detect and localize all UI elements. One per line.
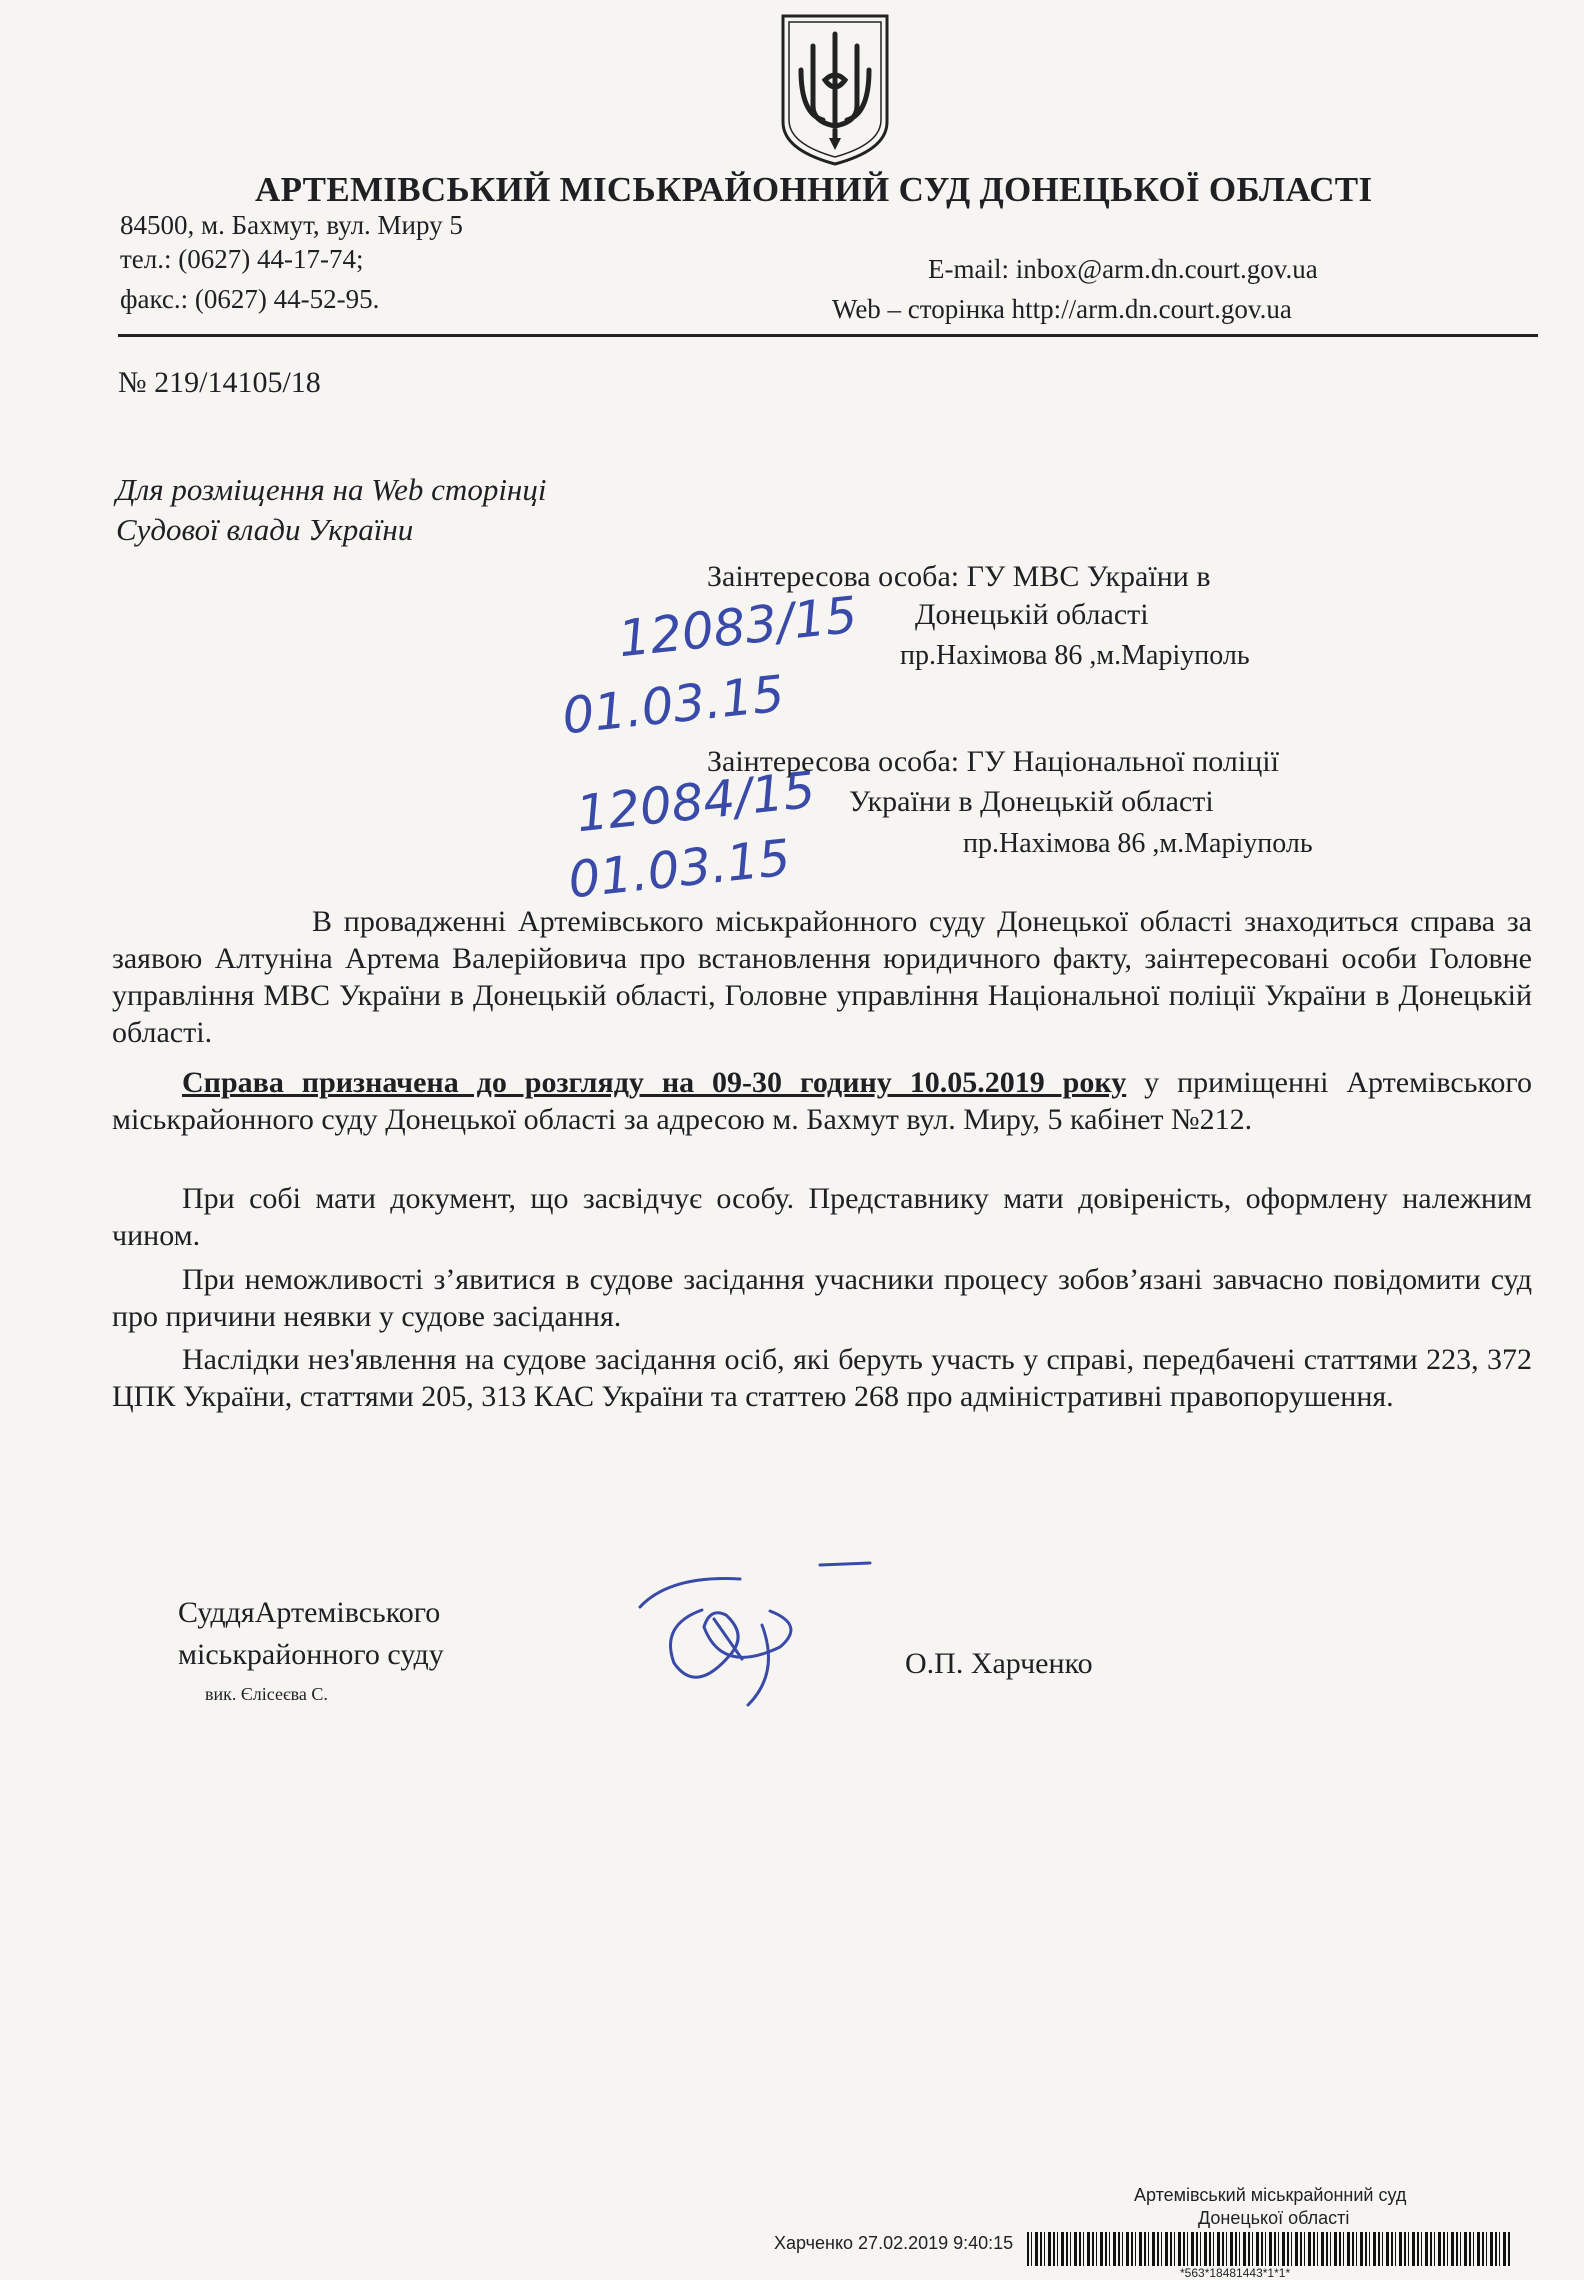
court-email: E-mail: inbox@arm.dn.court.gov.ua [928, 254, 1318, 284]
paragraph-case-description: В провадженні Артемівського міськрайонного суду Донецької області знаходиться справа за заявою Алтуніна Артема Валерійовича про встановлення юридичного факту, заінтересовані особи Головне управління МВС України в Донецькій області, Головне управління Національної поліції України в Донецькій області. [112, 905, 1532, 1049]
party-2-address: пр.Нахімова 86 ,м.Маріуполь [963, 828, 1313, 859]
court-website: Web – сторінка http://arm.dn.court.gov.ua [832, 294, 1292, 324]
party-1-address: пр.Нахімова 86 ,м.Маріуполь [900, 640, 1250, 671]
handwritten-incoming-number-1: 12083/15 [615, 585, 860, 669]
party-1-title: Заінтересова особа: ГУ МВС України в [707, 560, 1211, 593]
judge-title-line2: міськрайонного суду [178, 1638, 444, 1671]
executor-note: вик. Єлісеєва С. [205, 1684, 328, 1704]
stamp-organization-line2: Донецької області [1198, 2208, 1350, 2228]
barcode-number: *563*18481443*1*1* [1180, 2266, 1291, 2280]
party-1-region: Донецькій області [915, 598, 1149, 631]
party-2-region: України в Донецькій області [849, 785, 1214, 818]
judge-name: О.П. Харченко [905, 1647, 1093, 1680]
header-divider [118, 334, 1538, 337]
case-reference-number: № 219/14105/18 [118, 366, 321, 399]
coat-of-arms-icon [775, 10, 895, 168]
party-2-title: Заінтересова особа: ГУ Національної поліції [707, 745, 1279, 778]
handwritten-incoming-number-2: 12084/15 [573, 760, 818, 844]
court-address: 84500, м. Бахмут, вул. Миру 5 [120, 210, 463, 240]
court-name: АРТЕМІВСЬКИЙ МІСЬКРАЙОННИЙ СУД ДОНЕЦЬКОЇ ОБЛАСТІ [255, 170, 1373, 209]
handwritten-date-1: 01.03.15 [559, 664, 788, 746]
paragraph-consequences: Наслідки нез'явлення на судове засідання осіб, які беруть участь у справі, передбачені статтями 223, 372 ЦПК України, статтями 205, 313 КАС України та статтею 268 про адміністративні правопорушення. [112, 1343, 1532, 1413]
hearing-date-emphasis: Справа призначена до розгляду на 09-30 годину 10.05.2019 року [182, 1066, 1127, 1099]
court-phone: тел.: (0627) 44-17-74; [120, 244, 364, 274]
court-fax: факс.: (0627) 44-52-95. [120, 284, 380, 314]
judge-title-line1: СуддяАртемівського [178, 1596, 441, 1629]
placement-note-line1: Для розміщення на Web сторінці [116, 472, 547, 507]
handwritten-signature [630, 1555, 880, 1720]
paragraph-hearing-date [112, 1064, 1532, 1138]
stamp-organization-line1: Артемівський міськрайонний суд [1134, 2185, 1407, 2205]
hearing-location: у приміщенні Артемівського міськрайонного суду Донецької області за адресою м. Бахмут вул. Миру, 5 кабінет №212. [112, 1066, 1532, 1136]
barcode [1027, 2232, 1510, 2266]
placement-note-line2: Судової влади України [116, 512, 414, 547]
stamp-registration-info: Харченко 27.02.2019 9:40:15 [774, 2233, 1014, 2253]
paragraph-identification: При собі мати документ, що засвідчує особу. Представнику мати довіреність, оформлену належним чином. [112, 1182, 1532, 1252]
handwritten-date-2: 01.03.15 [565, 828, 794, 910]
paragraph-absence-notice: При неможливості з’явитися в судове засідання учасники процесу зобов’язані завчасно повідомити суд про причини неявки у судове засідання. [112, 1263, 1532, 1333]
